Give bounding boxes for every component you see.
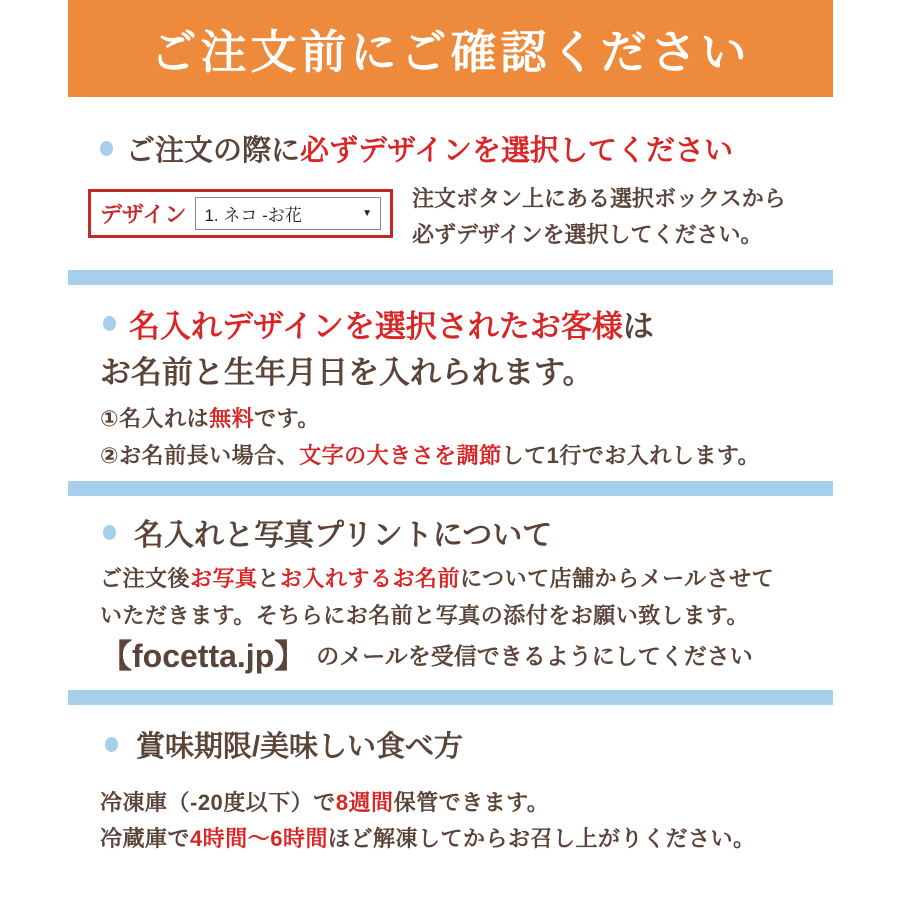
section3-brand-line [100,631,753,677]
section2-body-line1: ①名入れは無料です。 [100,406,320,431]
section2-heading-line1 [103,301,654,346]
section-divider [68,481,833,496]
section1-heading [100,128,733,169]
section2-heading-text: 名入れデザインを選択されたお客様は [129,309,654,344]
bullet-icon [103,316,116,331]
section1-heading-text: ご注文の際に必ずデザインを選択してください [126,135,733,167]
bullet-icon [103,525,116,540]
section3-heading-text: 名入れと写真プリントについて [134,519,553,552]
design-label: デザイン [100,202,187,227]
side-note-line: 注文ボタン上にある選択ボックスから [412,186,786,211]
section4-body-line2: 冷蔵庫で4時間〜6時間ほど解凍してからお召し上がりください。 [100,826,756,851]
section-divider [68,690,833,705]
page-title: ご注文前にご確認ください [150,25,751,78]
bullet-icon [100,141,113,156]
brand-suffix-text: のメールを受信できるようにしてください [316,642,753,669]
section4-heading-text: 賞味期限/美味しい食べ方 [136,731,464,763]
section-divider [68,270,833,285]
section1-side-note [412,181,786,253]
design-select-value: 1. ネコ -お花 [204,206,302,225]
section3-body-line2: いただきます。そちらにお名前と写真の添付をお願い致します。 [100,603,749,628]
brand-name: 【focetta.jp】 [100,638,307,674]
side-note-line: 必ずデザインを選択してください。 [412,222,763,247]
section4-heading [105,724,463,765]
header-banner [68,0,833,97]
dropdown-arrow-icon: ▼ [362,208,372,219]
section3-body-line1: ご注文後お写真とお入れするお名前について店舗からメールさせて [100,566,775,591]
section2-heading-line2: お名前と生年月日を入れられます。 [100,355,594,390]
section4-body-line1: 冷凍庫（-20度以下）で8週間保管できます。 [100,790,550,815]
design-select[interactable] [195,197,381,230]
bullet-icon [105,737,118,752]
design-form-box [88,189,393,238]
section3-heading [103,510,552,554]
section2-body-line2: ②お名前長い場合、文字の大きさを調節して1行でお入れします。 [100,443,761,468]
